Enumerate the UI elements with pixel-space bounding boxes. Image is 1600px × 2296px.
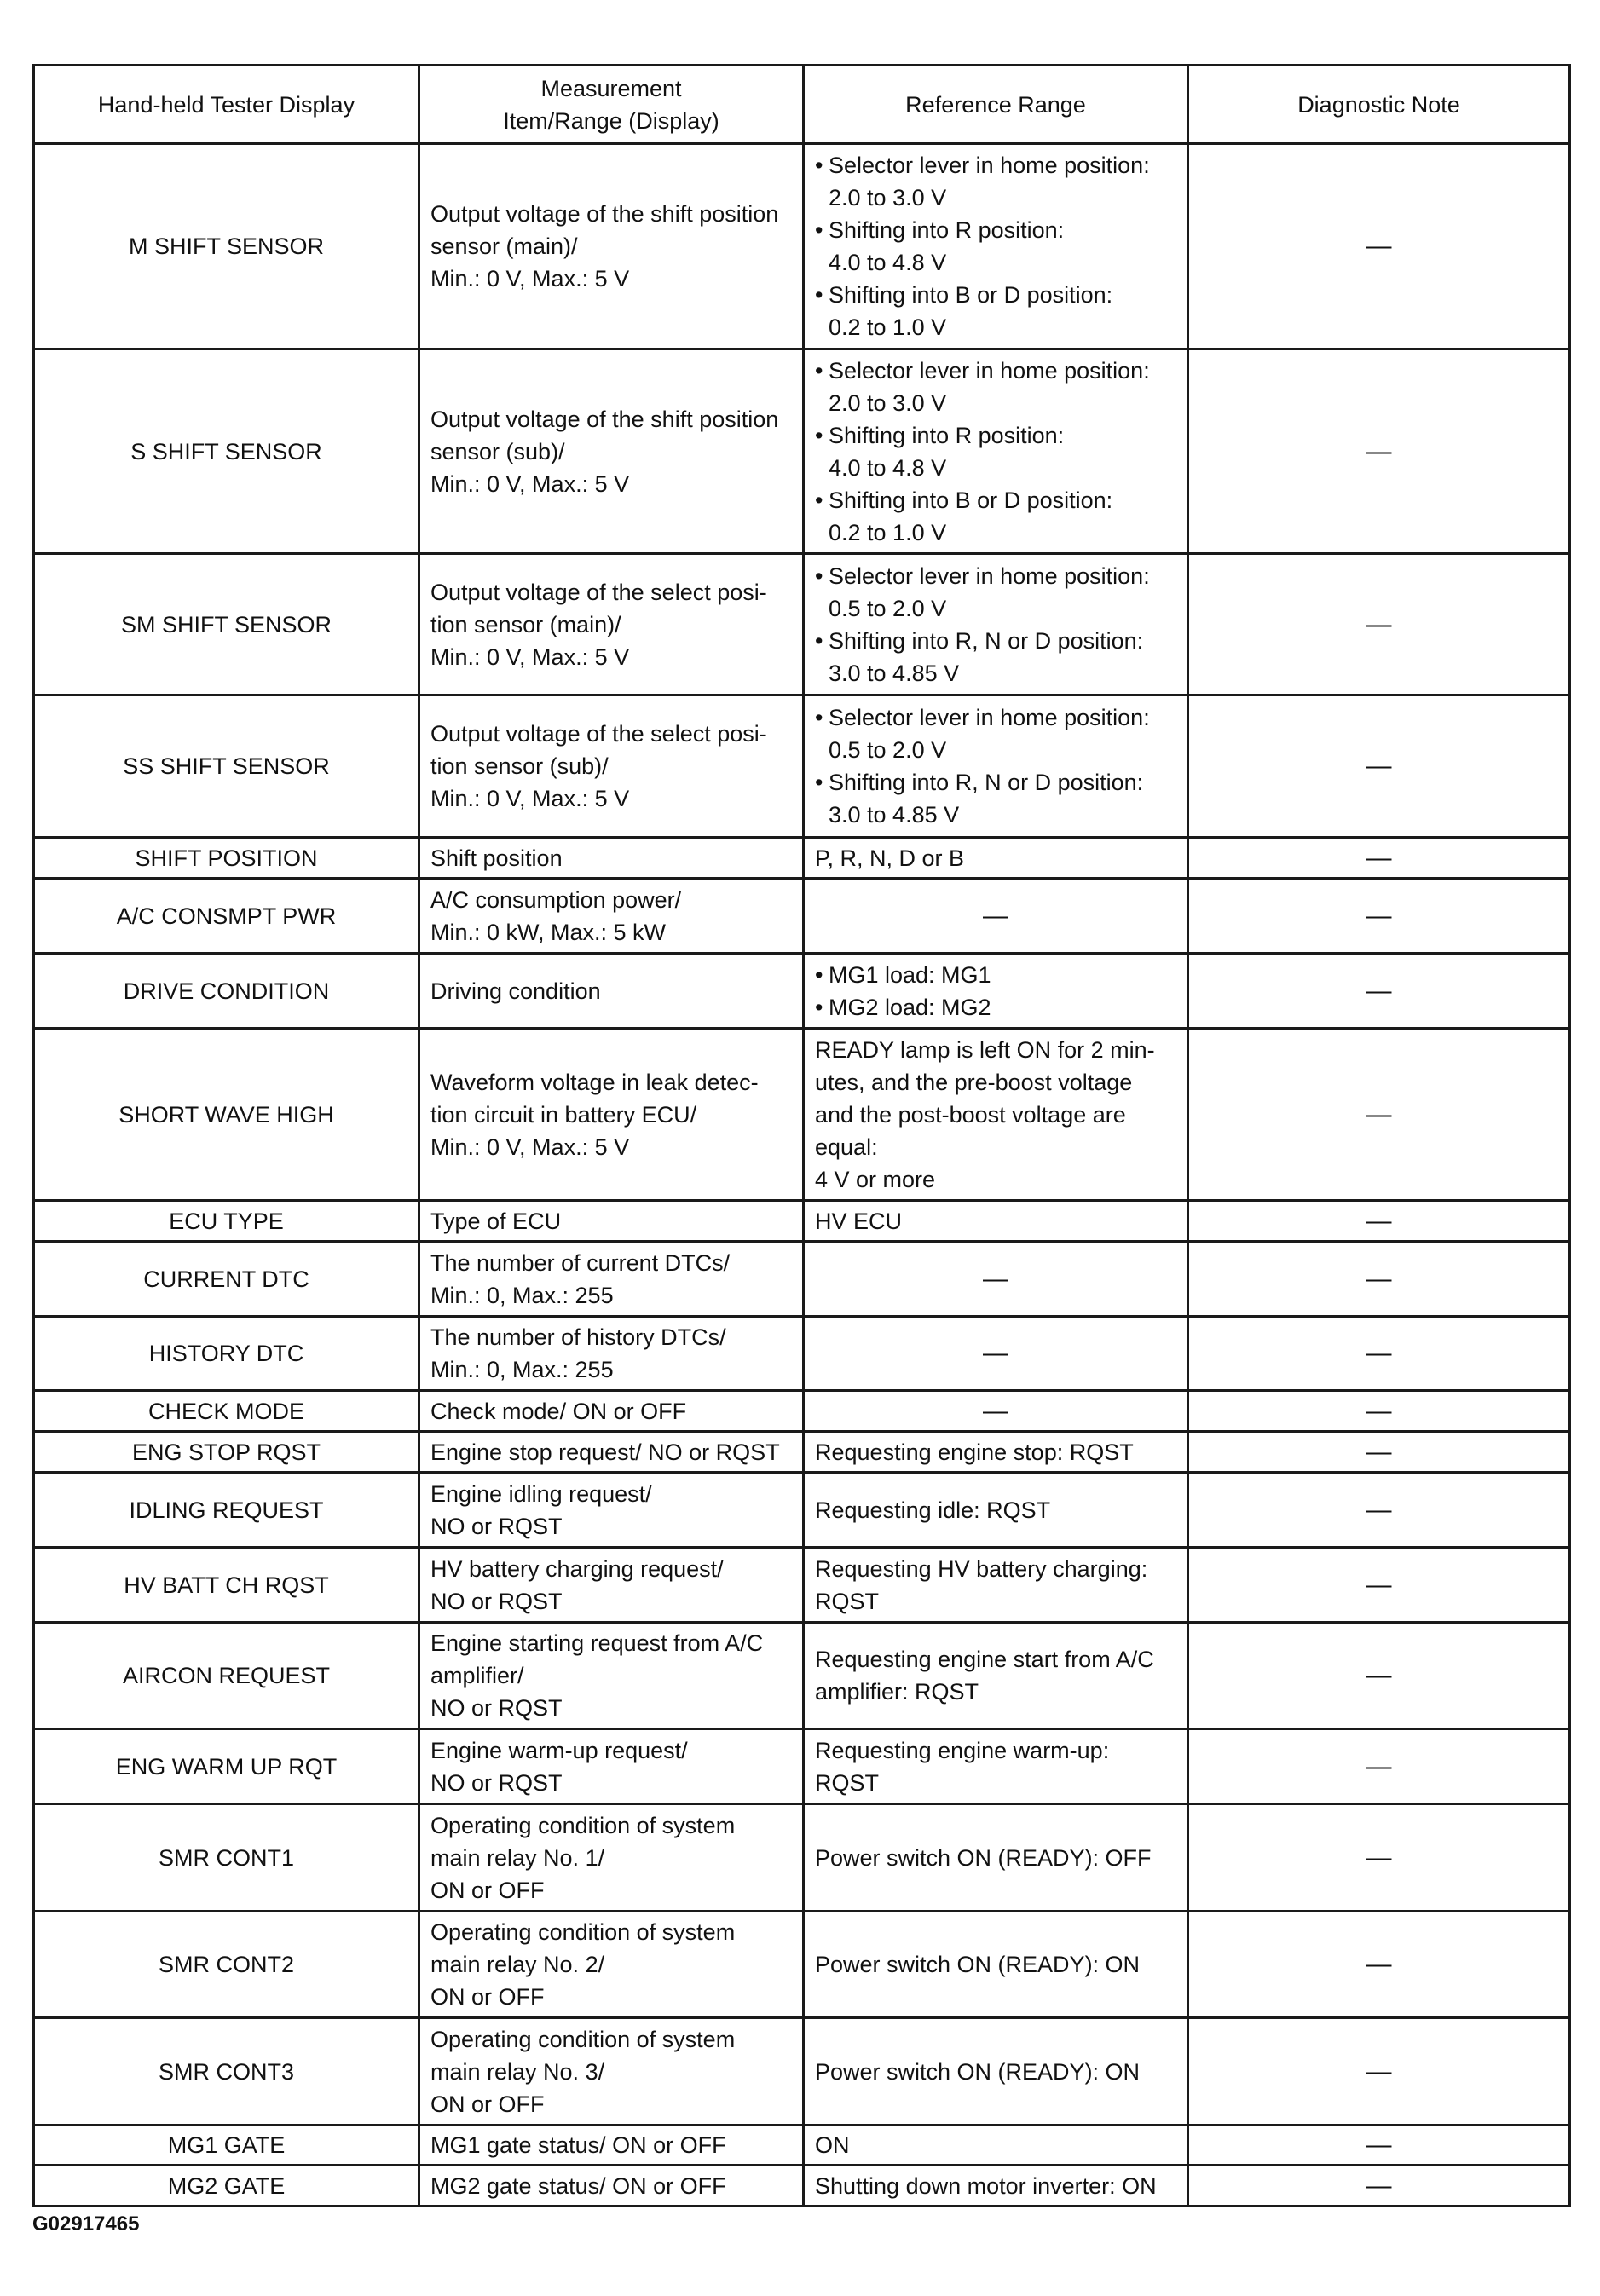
- cell-reference-range: [804, 2126, 1188, 2166]
- measurement-line: HV battery charging request/: [430, 1555, 724, 1582]
- measurement-line: Min.: 0, Max.: 255: [430, 1357, 614, 1382]
- table-row: [34, 1804, 1570, 1912]
- cell-diagnostic-note: —: [1188, 1912, 1570, 2018]
- measurement-line: NO or RQST: [430, 1695, 563, 1721]
- reference-bullet: • Shifting into R, N or D position:: [815, 766, 1176, 799]
- reference-value: 0.5 to 2.0 V: [829, 595, 947, 621]
- reference-value: 0.2 to 1.0 V: [829, 519, 947, 545]
- measurement-line: tion sensor (sub)/: [430, 753, 609, 779]
- reference-line: Power switch ON (READY): OFF: [815, 1844, 1152, 1871]
- reference-bullet: • Shifting into B or D position:: [815, 484, 1176, 516]
- table-row: [34, 554, 1570, 695]
- figure-id: G02917465: [32, 2212, 140, 2235]
- cell-measurement: [419, 554, 804, 695]
- cell-diagnostic-note: —: [1188, 144, 1570, 349]
- table-row: [34, 1473, 1570, 1548]
- measurement-line: NO or RQST: [430, 1513, 563, 1539]
- cell-measurement: [419, 695, 804, 838]
- reference-line: READY lamp is left ON for 2 min-: [815, 1036, 1155, 1063]
- measurement-line: Engine stop request/ NO or RQST: [430, 1439, 780, 1465]
- cell-tester-display: CURRENT DTC: [34, 1242, 419, 1317]
- reference-line: HV ECU: [815, 1208, 903, 1234]
- reference-line: Shutting down motor inverter: ON: [815, 2172, 1157, 2199]
- table-row: [34, 1623, 1570, 1729]
- cell-reference-range: [804, 144, 1188, 349]
- measurement-line: main relay No. 2/: [430, 1952, 605, 1977]
- reference-line: and the post-boost voltage are: [815, 1101, 1126, 1128]
- cell-measurement: [419, 1729, 804, 1804]
- reference-line: RQST: [815, 1769, 880, 1796]
- measurement-line: Min.: 0 kW, Max.: 5 kW: [430, 919, 667, 945]
- cell-tester-display: ENG WARM UP RQT: [34, 1729, 419, 1804]
- measurement-line: MG2 gate status/ ON or OFF: [430, 2172, 726, 2199]
- cell-diagnostic-note: —: [1188, 1623, 1570, 1729]
- cell-tester-display: SMR CONT3: [34, 2018, 419, 2126]
- reference-value: 2.0 to 3.0 V: [829, 185, 947, 211]
- table-row: [34, 1391, 1570, 1432]
- reference-line: ON: [815, 2132, 850, 2158]
- header-diagnostic-note: Diagnostic Note: [1188, 66, 1570, 144]
- cell-tester-display: HISTORY DTC: [34, 1317, 419, 1391]
- measurement-line: The number of current DTCs/: [430, 1249, 731, 1276]
- reference-value: 0.2 to 1.0 V: [829, 314, 947, 340]
- reference-line: Requesting idle: RQST: [815, 1497, 1051, 1523]
- cell-diagnostic-note: —: [1188, 349, 1570, 554]
- cell-measurement: [419, 1912, 804, 2018]
- measurement-line: Operating condition of system: [430, 2026, 736, 2052]
- table-row: [34, 1729, 1570, 1804]
- cell-reference-range: [804, 1548, 1188, 1623]
- cell-measurement: [419, 1432, 804, 1473]
- measurement-line: sensor (sub)/: [430, 438, 565, 464]
- measurement-line: main relay No. 1/: [430, 1844, 605, 1871]
- reference-dash: —: [983, 901, 1008, 930]
- reference-line: Requesting engine start from A/C: [815, 1647, 1154, 1672]
- cell-measurement: [419, 2126, 804, 2166]
- cell-diagnostic-note: —: [1188, 1473, 1570, 1548]
- cell-tester-display: MG1 GATE: [34, 2126, 419, 2166]
- measurement-line: Waveform voltage in leak detec-: [430, 1069, 759, 1095]
- reference-value: 2.0 to 3.0 V: [829, 389, 947, 416]
- reference-bullet: • Selector lever in home position:: [815, 149, 1176, 182]
- cell-measurement: [419, 1029, 804, 1201]
- measurement-line: tion circuit in battery ECU/: [430, 1101, 697, 1128]
- measurement-line: Operating condition of system: [430, 1919, 736, 1945]
- cell-tester-display: SMR CONT1: [34, 1804, 419, 1912]
- measurement-line: Min.: 0 V, Max.: 5 V: [430, 266, 630, 291]
- reference-line: equal:: [815, 1134, 878, 1160]
- cell-diagnostic-note: —: [1188, 2018, 1570, 2126]
- table-row: [34, 2018, 1570, 2126]
- cell-measurement: [419, 838, 804, 879]
- header-measurement-label: Measurement Item/Range (Display): [503, 75, 719, 134]
- measurement-line: Engine warm-up request/: [430, 1737, 688, 1763]
- cell-reference-range: [804, 1432, 1188, 1473]
- cell-diagnostic-note: —: [1188, 1548, 1570, 1623]
- cell-diagnostic-note: —: [1188, 2166, 1570, 2207]
- reference-dash: —: [983, 1396, 1008, 1425]
- cell-tester-display: HV BATT CH RQST: [34, 1548, 419, 1623]
- measurement-line: Min.: 0 V, Max.: 5 V: [430, 470, 630, 497]
- cell-reference-range: [804, 1729, 1188, 1804]
- reference-bullet: • Shifting into R position:: [815, 214, 1176, 246]
- measurement-line: Output voltage of the select posi-: [430, 721, 767, 747]
- cell-reference-range: [804, 1029, 1188, 1201]
- cell-reference-range: [804, 1804, 1188, 1912]
- table-row: [34, 954, 1570, 1029]
- cell-reference-range: [804, 1242, 1188, 1317]
- cell-tester-display: A/C CONSMPT PWR: [34, 879, 419, 954]
- measurement-line: tion sensor (main)/: [430, 611, 621, 637]
- cell-measurement: [419, 1391, 804, 1432]
- reference-bullet: • Selector lever in home position:: [815, 701, 1176, 734]
- cell-diagnostic-note: —: [1188, 695, 1570, 838]
- cell-tester-display: DRIVE CONDITION: [34, 954, 419, 1029]
- table-row: [34, 1548, 1570, 1623]
- reference-line: RQST: [815, 1588, 880, 1614]
- reference-line: Requesting engine stop: RQST: [815, 1439, 1134, 1465]
- reference-bullet: • MG1 load: MG1: [815, 959, 1176, 991]
- cell-diagnostic-note: —: [1188, 1729, 1570, 1804]
- reference-bullet: • Selector lever in home position:: [815, 560, 1176, 592]
- table-row: [34, 2126, 1570, 2166]
- cell-measurement: [419, 1548, 804, 1623]
- cell-tester-display: S SHIFT SENSOR: [34, 349, 419, 554]
- measurement-line: Min.: 0 V, Max.: 5 V: [430, 786, 630, 811]
- table-row: [34, 1242, 1570, 1317]
- cell-diagnostic-note: —: [1188, 1317, 1570, 1391]
- cell-tester-display: SS SHIFT SENSOR: [34, 695, 419, 838]
- measurement-line: A/C consumption power/: [430, 886, 682, 913]
- cell-diagnostic-note: —: [1188, 1029, 1570, 1201]
- cell-tester-display: SM SHIFT SENSOR: [34, 554, 419, 695]
- measurement-line: Driving condition: [430, 978, 601, 1004]
- cell-reference-range: [804, 1391, 1188, 1432]
- reference-value: 3.0 to 4.85 V: [829, 802, 960, 828]
- reference-dash: —: [983, 1339, 1008, 1367]
- cell-measurement: [419, 1473, 804, 1548]
- cell-reference-range: [804, 349, 1188, 554]
- cell-reference-range: [804, 954, 1188, 1029]
- cell-reference-range: [804, 554, 1188, 695]
- cell-tester-display: SMR CONT2: [34, 1912, 419, 2018]
- measurement-line: Engine starting request from A/C: [430, 1630, 764, 1656]
- table-row: [34, 879, 1570, 954]
- measurement-line: Output voltage of the select posi-: [430, 579, 767, 605]
- cell-diagnostic-note: —: [1188, 1391, 1570, 1432]
- tester-data-table: [32, 64, 1571, 2207]
- cell-reference-range: [804, 1473, 1188, 1548]
- measurement-line: MG1 gate status/ ON or OFF: [430, 2132, 726, 2158]
- measurement-line: amplifier/: [430, 1663, 524, 1688]
- cell-diagnostic-note: —: [1188, 1804, 1570, 1912]
- measurement-line: NO or RQST: [430, 1588, 563, 1614]
- measurement-line: Min.: 0 V, Max.: 5 V: [430, 1134, 630, 1160]
- table-row: [34, 1912, 1570, 2018]
- table-row: [34, 1432, 1570, 1473]
- cell-measurement: [419, 2018, 804, 2126]
- reference-line: Requesting engine warm-up:: [815, 1737, 1110, 1763]
- reference-line: P, R, N, D or B: [815, 845, 965, 871]
- measurement-line: Min.: 0 V, Max.: 5 V: [430, 643, 630, 670]
- measurement-line: Shift position: [430, 845, 563, 871]
- cell-measurement: [419, 1201, 804, 1242]
- header-row: [34, 66, 1570, 144]
- reference-bullet: • Shifting into B or D position:: [815, 279, 1176, 311]
- reference-line: utes, and the pre-boost voltage: [815, 1069, 1133, 1095]
- cell-diagnostic-note: —: [1188, 879, 1570, 954]
- cell-diagnostic-note: —: [1188, 838, 1570, 879]
- measurement-line: ON or OFF: [430, 2091, 545, 2117]
- cell-tester-display: SHIFT POSITION: [34, 838, 419, 879]
- measurement-line: Check mode/ ON or OFF: [430, 1398, 687, 1424]
- reference-value: 0.5 to 2.0 V: [829, 737, 947, 763]
- measurement-line: sensor (main)/: [430, 234, 578, 259]
- cell-diagnostic-note: —: [1188, 2126, 1570, 2166]
- cell-diagnostic-note: —: [1188, 1432, 1570, 1473]
- reference-line: Requesting HV battery charging:: [815, 1555, 1148, 1582]
- cell-tester-display: CHECK MODE: [34, 1391, 419, 1432]
- table-row: [34, 1317, 1570, 1391]
- cell-reference-range: [804, 695, 1188, 838]
- measurement-line: Output voltage of the shift position: [430, 406, 779, 432]
- cell-reference-range: [804, 1201, 1188, 1242]
- table-row: [34, 144, 1570, 349]
- table-row: [34, 2166, 1570, 2207]
- measurement-line: The number of history DTCs/: [430, 1324, 726, 1350]
- cell-measurement: [419, 349, 804, 554]
- reference-dash: —: [983, 1264, 1008, 1293]
- reference-bullet: • MG2 load: MG2: [815, 991, 1176, 1024]
- cell-tester-display: ECU TYPE: [34, 1201, 419, 1242]
- cell-measurement: [419, 954, 804, 1029]
- cell-tester-display: M SHIFT SENSOR: [34, 144, 419, 349]
- header-measurement: [419, 66, 804, 144]
- cell-reference-range: [804, 1912, 1188, 2018]
- cell-measurement: [419, 1242, 804, 1317]
- table-row: [34, 1201, 1570, 1242]
- measurement-line: Min.: 0, Max.: 255: [430, 1282, 614, 1308]
- measurement-line: ON or OFF: [430, 1877, 545, 1903]
- cell-measurement: [419, 879, 804, 954]
- cell-tester-display: IDLING REQUEST: [34, 1473, 419, 1548]
- measurement-line: Output voltage of the shift position: [430, 201, 779, 227]
- table-row: [34, 349, 1570, 554]
- reference-value: 3.0 to 4.85 V: [829, 660, 960, 686]
- table-row: [34, 838, 1570, 879]
- cell-tester-display: MG2 GATE: [34, 2166, 419, 2207]
- header-reference-range: Reference Range: [804, 66, 1188, 144]
- cell-diagnostic-note: —: [1188, 554, 1570, 695]
- table-body: [34, 144, 1570, 2207]
- cell-reference-range: [804, 838, 1188, 879]
- cell-measurement: [419, 144, 804, 349]
- cell-diagnostic-note: —: [1188, 1201, 1570, 1242]
- cell-reference-range: [804, 1623, 1188, 1729]
- cell-tester-display: AIRCON REQUEST: [34, 1623, 419, 1729]
- reference-line: Power switch ON (READY): ON: [815, 1952, 1141, 1977]
- reference-line: Power switch ON (READY): ON: [815, 2058, 1141, 2085]
- measurement-line: NO or RQST: [430, 1769, 563, 1796]
- reference-bullet: • Shifting into R position:: [815, 419, 1176, 452]
- measurement-line: Engine idling request/: [430, 1480, 652, 1507]
- reference-bullet: • Shifting into R, N or D position:: [815, 625, 1176, 657]
- table-row: [34, 1029, 1570, 1201]
- cell-reference-range: [804, 1317, 1188, 1391]
- cell-reference-range: [804, 879, 1188, 954]
- measurement-line: main relay No. 3/: [430, 2058, 605, 2085]
- cell-diagnostic-note: —: [1188, 954, 1570, 1029]
- measurement-line: Operating condition of system: [430, 1812, 736, 1838]
- reference-value: 4.0 to 4.8 V: [829, 454, 947, 481]
- cell-measurement: [419, 2166, 804, 2207]
- reference-line: 4 V or more: [815, 1166, 936, 1192]
- cell-diagnostic-note: —: [1188, 1242, 1570, 1317]
- reference-value: 4.0 to 4.8 V: [829, 250, 947, 275]
- header-tester-display: Hand-held Tester Display: [34, 66, 419, 144]
- measurement-line: ON or OFF: [430, 1984, 545, 2010]
- cell-reference-range: [804, 2018, 1188, 2126]
- measurement-line: Type of ECU: [430, 1208, 562, 1234]
- cell-measurement: [419, 1804, 804, 1912]
- table-row: [34, 695, 1570, 838]
- cell-tester-display: SHORT WAVE HIGH: [34, 1029, 419, 1201]
- reference-bullet: • Selector lever in home position:: [815, 355, 1176, 387]
- cell-measurement: [419, 1623, 804, 1729]
- reference-line: amplifier: RQST: [815, 1679, 979, 1705]
- cell-tester-display: ENG STOP RQST: [34, 1432, 419, 1473]
- cell-reference-range: [804, 2166, 1188, 2207]
- cell-measurement: [419, 1317, 804, 1391]
